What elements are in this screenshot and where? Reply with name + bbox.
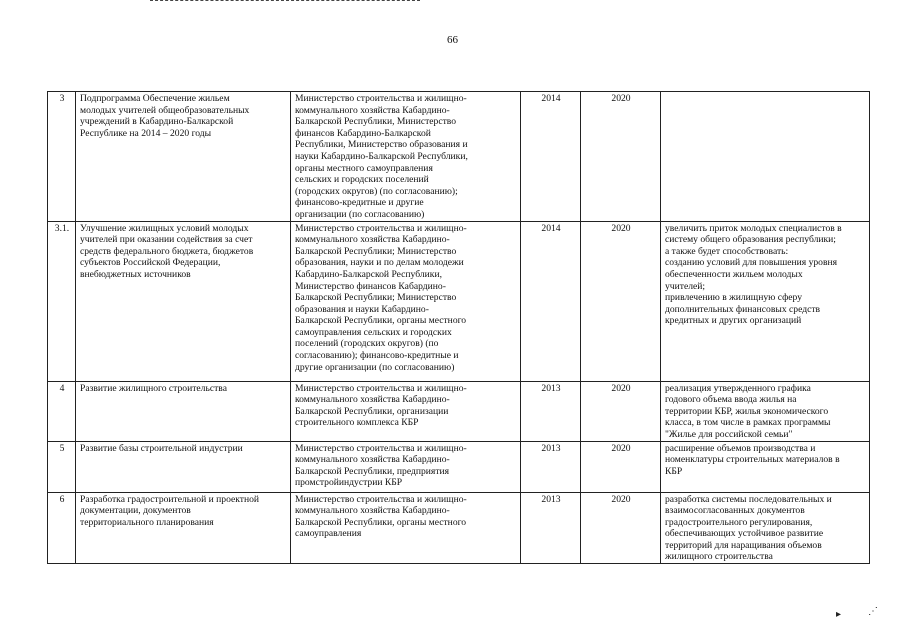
table-row <box>48 441 870 492</box>
table-row <box>48 381 870 441</box>
end-year: 2020 <box>581 492 661 564</box>
executor-cell: Министерство строительства и жилищно- коммунального хозяйства Кабардино- Балкарской Республики, предприятия промстройиндустрии КБР <box>291 441 521 492</box>
expected-result: расширение объемов производства и номенклатуры строительных материалов в КБР <box>661 441 870 492</box>
executor-cell: Министерство строительства и жилищно- коммунального хозяйства Кабардино- Балкарской Республики; Министерство образования, науки и по делам молодежи Кабардино-Балкарской Республики, Министерство финансов Кабардино- Балкарской Республики; Министерство образования и науки Кабардино- Балкарской Республики, органы местного самоуправления сельских и городских поселений (городских округов) (по согласованию); финансово-кредитные и другие организации (по согласованию) <box>291 221 521 381</box>
scan-speck: ▸ <box>836 609 842 620</box>
row-number: 4 <box>48 381 76 441</box>
expected-result: увеличить приток молодых специалистов в систему общего образования республики; а также будет способствовать: созданию условий для повышения уровня обеспеченности жильем молодых учителей; привлечению в жилищную сферу дополнительных финансовых средств кредитных и других организаций <box>661 221 870 381</box>
row-number: 3.1. <box>48 221 76 381</box>
executor-cell: Министерство строительства и жилищно- коммунального хозяйства Кабардино- Балкарской Республики, органы местного самоуправления <box>291 492 521 564</box>
start-year: 2013 <box>521 492 581 564</box>
executor-cell: Министерство строительства и жилищно- коммунального хозяйства Кабардино- Балкарской Республики, Министерство финансов Кабардино-Балкарской Республики, Министерство образования и науки Кабардино-Балкарской Республики, органы местного самоуправления сельских и городских поселений (городских округов) (по согласованию); финансово-кредитные и другие организации (по согласованию) <box>291 92 521 222</box>
expected-result: разработка системы последовательных и взаимосогласованных документов градостроительного регулирования, обеспечивающих устойчивое развитие территорий для наращивания объемов жилищного строительства <box>661 492 870 564</box>
start-year: 2013 <box>521 381 581 441</box>
executor-cell: Министерство строительства и жилищно- коммунального хозяйства Кабардино- Балкарской Республики, организации строительного комплекса КБР <box>291 381 521 441</box>
start-year: 2014 <box>521 221 581 381</box>
activity-name: Развитие базы строительной индустрии <box>76 441 291 492</box>
top-edge-rule <box>150 0 420 2</box>
end-year: 2020 <box>581 441 661 492</box>
program-table <box>47 91 870 564</box>
end-year: 2020 <box>581 381 661 441</box>
expected-result <box>661 92 870 222</box>
expected-result: реализация утвержденного графика годового объема ввода жилья на территории КБР, жилья экономического класса, в том числе в рамках программы "Жилье для российской семьи" <box>661 381 870 441</box>
row-number: 5 <box>48 441 76 492</box>
activity-name: Разработка градостроительной и проектной документации, документов территориального планирования <box>76 492 291 564</box>
start-year: 2013 <box>521 441 581 492</box>
end-year: 2020 <box>581 92 661 222</box>
page-number: 66 <box>447 34 458 46</box>
activity-name: Развитие жилищного строительства <box>76 381 291 441</box>
table-row <box>48 92 870 222</box>
table-row <box>48 492 870 564</box>
start-year: 2014 <box>521 92 581 222</box>
activity-name: Подпрограмма Обеспечение жильем молодых учителей общеобразовательных учреждений в Кабардино-Балкарской Республике на 2014 – 2020 годы <box>76 92 291 222</box>
row-number: 3 <box>48 92 76 222</box>
scan-speck: ⋰ <box>868 606 878 617</box>
row-number: 6 <box>48 492 76 564</box>
table-row <box>48 221 870 381</box>
end-year: 2020 <box>581 221 661 381</box>
activity-name: Улучшение жилищных условий молодых учителей при оказании содействия за счет средств федерального бюджета, бюджетов субъектов Российской Федерации, внебюджетных источников <box>76 221 291 381</box>
